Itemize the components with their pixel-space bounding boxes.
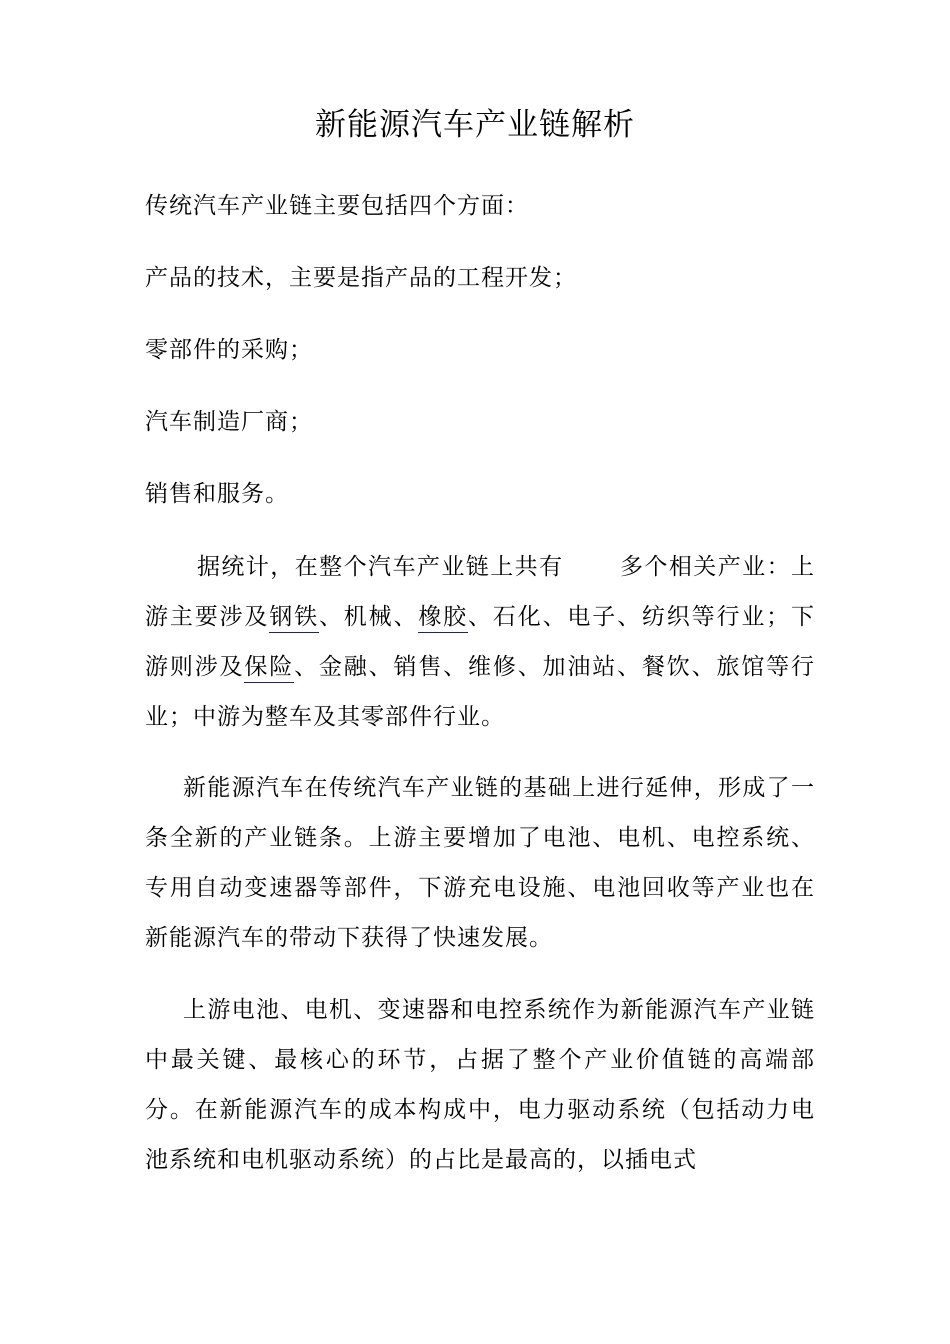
para1-text-b: 多个相关产业：上游主要涉及 [145, 554, 816, 630]
list-item-procurement: 零部件的采购； [145, 337, 313, 363]
underlined-word-rubber: 橡胶 [418, 604, 468, 633]
paragraph-upstream-core: 上游电池、电机、变速器和电控系统作为新能源汽车产业链中最关键、最核心的环节，占据了整个产业价值链的高端部分。在新能源汽车的成本构成中，电力驱动系统（包括动力电池系统和电机驱动系统）的占比是最高的，以插电式 [145, 997, 815, 1173]
para1-text-d: 、石化、电子、纺织等行业；下游则涉及 [145, 604, 816, 680]
para1-text-c: 、机械、 [318, 604, 419, 630]
paragraph-industry-stats [145, 542, 815, 742]
list-item-technology: 产品的技术，主要是指产品的工程开发； [145, 265, 577, 291]
paragraph-new-energy-chain: 新能源汽车在传统汽车产业链的基础上进行延伸，形成了一条全新的产业链条。上游主要增加了电池、电机、电控系统、专用自动变速器等部件，下游充电设施、电池回收等产业也在新能源汽车的带动下获得了快速发展。 [145, 775, 815, 951]
list-item-sales-service: 销售和服务。 [145, 481, 289, 507]
underlined-word-insurance: 保险 [244, 654, 294, 683]
document-title: 新能源汽车产业链解析 [315, 107, 635, 143]
para1-text-e: 、金融、销售、维修、加油站、餐饮、旅馆等行业；中游为整车及其零部件行业。 [145, 654, 816, 730]
list-item-manufacturer: 汽车制造厂商； [145, 409, 313, 435]
intro-line: 传统汽车产业链主要包括四个方面： [145, 193, 529, 219]
para1-text-a: 据统计，在整个汽车产业链上共有 [197, 554, 564, 580]
underlined-word-steel: 钢铁 [269, 604, 319, 633]
